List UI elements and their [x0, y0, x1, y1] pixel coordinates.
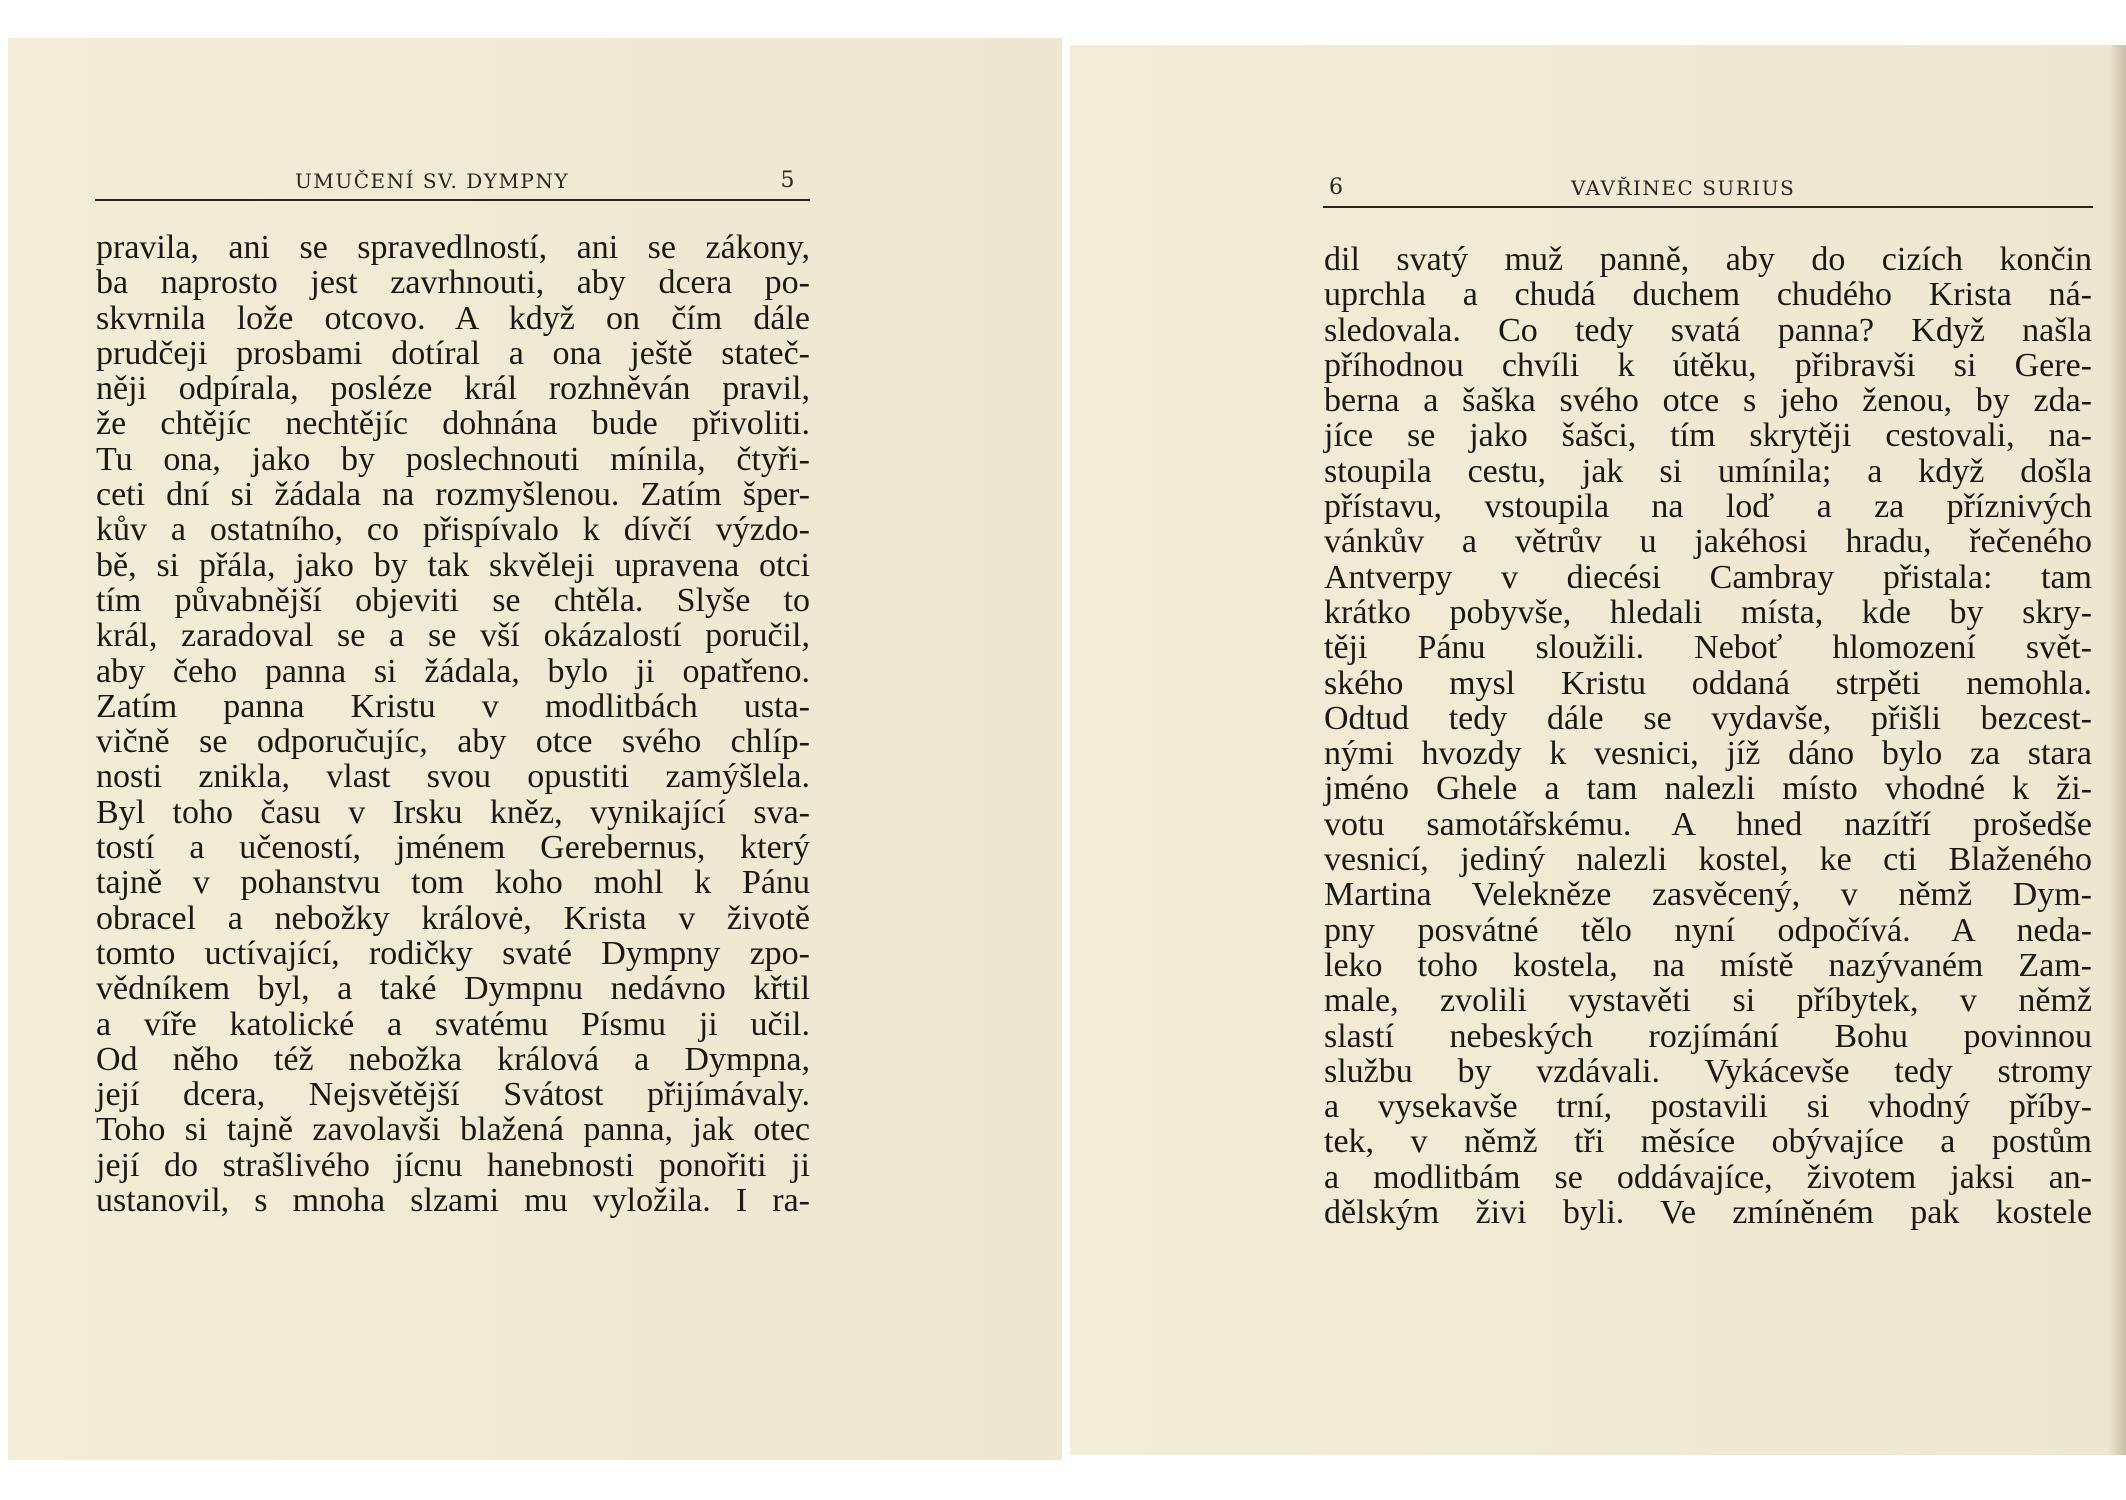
text-line: ceti dní si žádala na rozmyšlenou. Zatím šper-	[96, 476, 810, 514]
text-line: příhodnou chvíli k útěku, přibravši si Gere-	[1324, 346, 2092, 384]
text-line: stoupila cestu, jak si umínila; a když došla	[1324, 452, 2092, 490]
text-line: ba naprosto jest zavrhnouti, aby dcera po-	[96, 264, 810, 302]
text-line: vědníkem byl, a také Dympnu nedávno křtil	[96, 970, 810, 1008]
left-page-header	[95, 163, 810, 201]
text-line: Toho si tajně zavolavši blažená panna, jak otec	[96, 1111, 810, 1149]
right-page-header	[1323, 170, 2093, 208]
text-line: dělským živi byli. Ve zmíněném pak kostele	[1324, 1194, 2092, 1232]
text-line: bě, si přála, jako by tak skvěleji upravena otci	[96, 546, 810, 584]
text-line: slastí nebeských rozjímání Bohu povinnou	[1324, 1017, 2092, 1055]
text-line: král, zaradoval se a se vší okázalostí poručil,	[96, 617, 810, 655]
text-line: a vysekavše trní, postavili si vhodný příby-	[1324, 1088, 2092, 1126]
text-line: tomto uctívající, rodičky svaté Dympny zpo-	[96, 934, 810, 972]
text-line: krátko pobyvše, hledali místa, kde by skry-	[1324, 593, 2092, 631]
text-line: tím půvabnější objeviti se chtěla. Slyše to	[96, 581, 810, 619]
text-line: leko toho kostela, na místě nazývaném Zam-	[1324, 946, 2092, 984]
text-line: službu by vzdávali. Vykácevše tedy stromy	[1324, 1052, 2092, 1090]
text-line: ustanovil, s mnoha slzami mu vyložila. I ra-	[96, 1182, 810, 1220]
text-line: jíce se jako šašci, tím skrytěji cestovali, na-	[1324, 417, 2092, 455]
text-line: těji Pánu sloužili. Neboť hlomození svět-	[1324, 629, 2092, 667]
text-line: dil svatý muž panně, aby do cizích končin	[1324, 241, 2092, 278]
text-line: tostí a učeností, jménem Gerebernus, který	[96, 829, 810, 867]
text-line: uprchla a chudá duchem chudého Krista ná-	[1324, 276, 2092, 314]
left-page-number: 5	[780, 168, 796, 193]
right-body-text	[1324, 242, 2092, 1230]
text-line: že chtějíc nechtějíc dohnána bude přivoliti.	[96, 405, 810, 443]
text-line: vánkův a větrův u jakéhosi hradu, řečeného	[1324, 523, 2092, 561]
text-line: tajně v pohanstvu tom koho mohl k Pánu	[96, 864, 810, 902]
left-running-title: UMUČENÍ SV. DYMPNY	[295, 169, 570, 193]
text-line: aby čeho panna si žádala, bylo ji opatřeno.	[96, 652, 810, 690]
text-line: kův a ostatního, co přispívalo k dívčí výzdo-	[96, 511, 810, 549]
text-line: přístavu, vstoupila na loď a za příznivých	[1324, 488, 2092, 526]
right-running-title: VAVŘINEC SURIUS	[1571, 176, 1796, 200]
right-page	[1070, 45, 2126, 1455]
text-line: nosti znikla, vlast svou opustiti zamýšlela.	[96, 758, 810, 796]
left-page	[8, 38, 1062, 1460]
text-line: pravila, ani se spravedlností, ani se zákony,	[96, 229, 810, 266]
text-line: a modlitbám se oddávajíce, životem jaksi an-	[1324, 1158, 2092, 1196]
right-page-number: 6	[1329, 175, 1345, 200]
text-line: Tu ona, jako by poslechnouti mínila, čtyři-	[96, 440, 810, 478]
left-body-text	[96, 230, 810, 1218]
text-line: tek, v němž tři měsíce obývajíce a postům	[1324, 1123, 2092, 1161]
text-line: nými hvozdy k vesnici, jíž dáno bylo za stara	[1324, 735, 2092, 773]
text-line: berna a šaška svého otce s jeho ženou, by zda-	[1324, 382, 2092, 420]
text-line: obracel a nebožky královė, Krista v životě	[96, 899, 810, 937]
text-line: skvrnila lože otcovo. A když on čím dále	[96, 299, 810, 337]
text-line: něji odpírala, posléze král rozhněván pravil,	[96, 370, 810, 408]
gutter	[1062, 0, 1070, 1500]
text-line: Byl toho času v Irsku kněz, vynikající sva-	[96, 793, 810, 831]
text-line: jméno Ghele a tam nalezli místo vhodné k ži-	[1324, 770, 2092, 808]
text-line: votu samotářskému. A hned nazítří prošedše	[1324, 805, 2092, 843]
text-line: Od něho též nebožka králová a Dympna,	[96, 1040, 810, 1078]
text-line: Martina Velekněze zasvěcený, v němž Dym-	[1324, 876, 2092, 914]
text-line: Odtud tedy dále se vydavše, přišli bezcest-	[1324, 699, 2092, 737]
text-line: Antverpy v diecési Cambray přistala: tam	[1324, 558, 2092, 596]
text-line: její dcera, Nejsvětější Svátost přijímávaly.	[96, 1076, 810, 1114]
text-line: ského mysl Kristu oddaná strpěti nemohla.	[1324, 664, 2092, 702]
text-line: vesnicí, jediný nalezli kostel, ke cti Blaženého	[1324, 841, 2092, 879]
text-line: a víře katolické a svatému Písmu ji učil.	[96, 1005, 810, 1043]
text-line: prudčeji prosbami dotíral a ona ještě stateč-	[96, 334, 810, 372]
text-line: Zatím panna Kristu v modlitbách usta-	[96, 687, 810, 725]
text-line: male, zvolili vystavěti si příbytek, v němž	[1324, 982, 2092, 1020]
text-line: pny posvátné tělo nyní odpočívá. A neda-	[1324, 911, 2092, 949]
text-line: její do strašlivého jícnu hanebnosti ponořiti ji	[96, 1146, 810, 1184]
text-line: vičně se odporučujíc, aby otce svého chlíp-	[96, 723, 810, 761]
text-line: sledovala. Co tedy svatá panna? Když našla	[1324, 311, 2092, 349]
